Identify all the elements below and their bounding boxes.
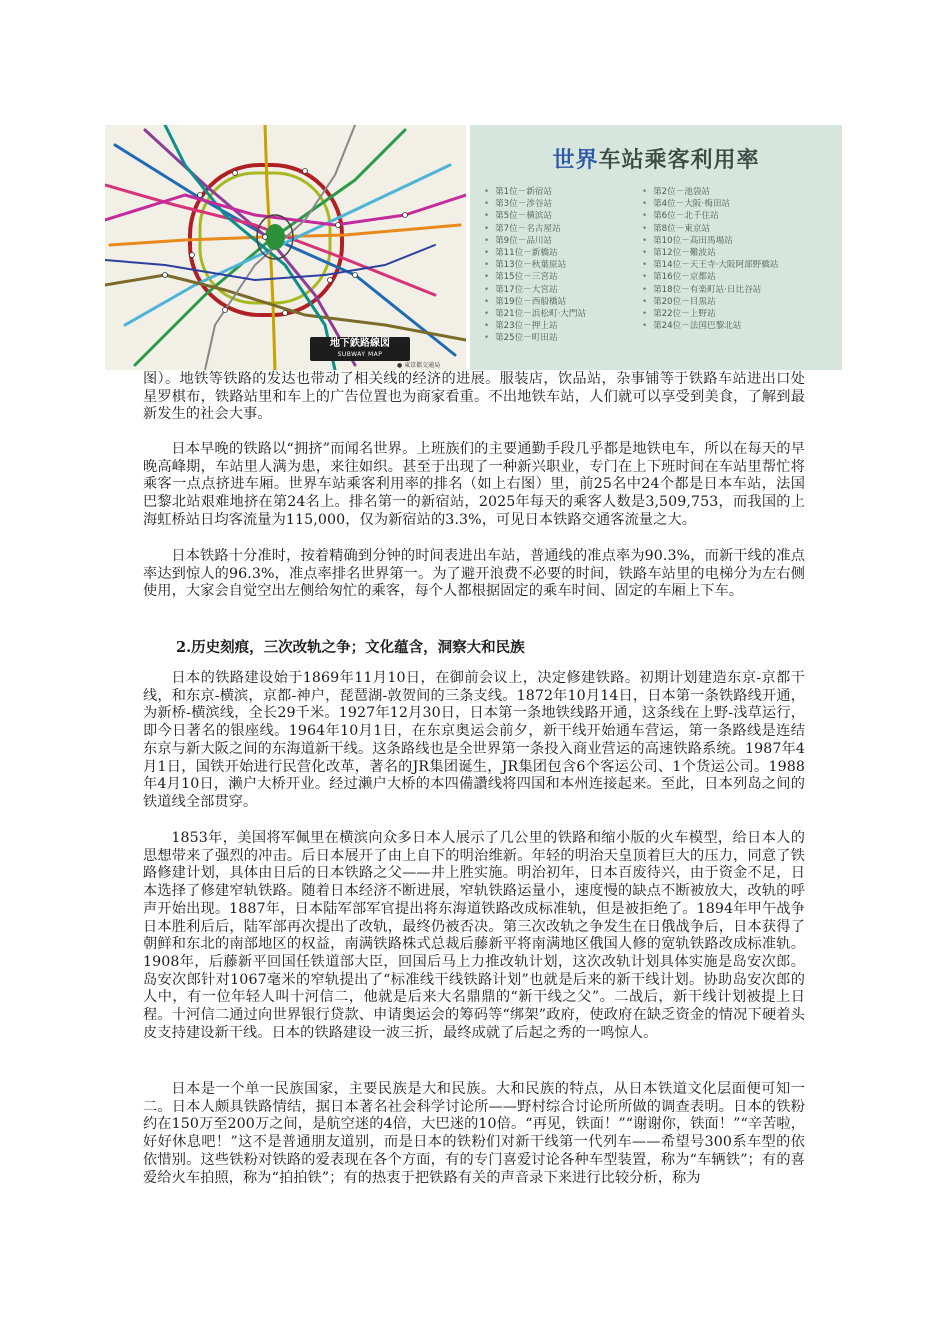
bullet-icon: • <box>484 333 490 344</box>
map-caption-jp: 地下鉄路線図 <box>330 338 390 349</box>
ranking-entry: • 第12位－難波站 <box>642 247 716 258</box>
bullet-icon: • <box>642 187 648 197</box>
bullet-icon: • <box>642 284 648 295</box>
paragraph-crowding <box>143 441 805 530</box>
bullet-icon: • <box>642 308 648 319</box>
ranking-row <box>470 234 842 246</box>
ranking-row <box>470 319 842 331</box>
ranking-entry: • 第22位－上野站 <box>642 308 716 319</box>
ranking-entry: • 第23位－押上站 <box>484 321 558 332</box>
ranking-entry: • 第24位－法国巴黎北站 <box>642 321 742 332</box>
bullet-icon: • <box>484 260 490 271</box>
bullet-icon: • <box>484 187 490 197</box>
ranking-entry: • 第14位－天王寺·大阪阿部野橋站 <box>642 260 779 271</box>
paragraph-text: 日本铁路十分准时，按着精确到分钟的时间表进出车站，普通线的准点率为90.3%，而新干线的准点率达到惊人的96.3%，准点率排名世界第一。为了避开浪费不必要的时间，铁路车站里的电梯分为左右侧使用，大家会自觉空出左侧给匆忙的乘客，每个人都根据固定的乘车时间、固定的车厢上下车。 <box>143 548 805 600</box>
ranking-row <box>470 209 842 221</box>
paragraph-punctuality <box>143 548 805 601</box>
bullet-icon: • <box>484 235 490 246</box>
ranking-row <box>470 197 842 209</box>
subway-map-image <box>105 125 466 370</box>
paragraph-history <box>143 670 805 812</box>
ranking-entry: • 第9位－品川站 <box>484 235 553 246</box>
map-credit: ● 東京都交通局 <box>397 362 441 369</box>
section-heading: 2.历史刻痕，三次改轨之争；文化蕴含，洞察大和民族 <box>176 639 525 656</box>
bullet-icon: • <box>484 308 490 319</box>
ranking-title <box>470 143 842 174</box>
bullet-icon: • <box>642 199 648 210</box>
bullet-icon: • <box>642 260 648 271</box>
paragraph-text: 图）。地铁等铁路的发达也带动了相关线的经济的进展。服装店，饮品站，杂事铺等于铁路车站进出口处星罗棋布，铁路站里和车上的广告位置也为商家看重。不出地铁车站，人们就可以享受到美食，了解到最新发生的社会大事。 <box>143 371 805 423</box>
ranking-row <box>470 283 842 295</box>
bullet-icon: • <box>642 321 648 332</box>
ranking-entry: • 第19位－西船橋站 <box>484 296 567 307</box>
ranking-entry: • 第11位－新橋站 <box>484 247 558 258</box>
ranking-entry: • 第17位－大宮站 <box>484 284 558 295</box>
paragraph-text: 日本是一个单一民族国家，主要民族是大和民族。大和民族的特点，从日本铁道文化层面便可知一二。日本人颇具铁路情结，据日本著名社会科学讨论所——野村综合讨论所所做的调查表明。日本的铁粉约在150万至200万之间，是航空迷的4倍，大巴迷的10倍。“再见，铁面！”“谢谢你，铁面！”“辛苦啦，好好休息吧！”这不是普通朋友道别，而是日本的铁粉们对新干线第一代列车——希望号300系车型的依依惜别。这些铁粉对铁路的爱表现在各个方面，有的专门喜爱讨论各种车型装置，称为“车辆铁”；有的喜爱给火车拍照，称为“拍拍铁”；有的热衷于把铁路有关的声音录下来进行比较分析，称为 <box>143 1081 805 1186</box>
ranking-entry: • 第16位－京都站 <box>642 272 716 283</box>
ranking-entry: • 第1位－新宿站 <box>484 187 553 197</box>
ranking-entry: • 第13位－秋葉原站 <box>484 260 567 271</box>
ranking-entry: • 第18位－有楽町站·日比谷站 <box>642 284 762 295</box>
ranking-entry: • 第25位－町田站 <box>484 333 558 344</box>
ranking-entry: • 第7位－名古屋站 <box>484 223 561 234</box>
paragraph-text: 日本早晚的铁路以“拥挤”而闻名世界。上班族们的主要通勤手段几乎都是地铁电车，所以在每天的早晚高峰期，车站里人满为患，来往如织。甚至于出现了一种新兴职业，专门在上下班时间在车站里帮忙将乘客一点点挤进车厢。世界车站乘客利用率的排名（如上右图）里，前25名中24个都是日本车站，法国巴黎北站艰难地挤在第24名上。排名第一的新宿站，2025年每天的乘客人数是3,509,753，而我国的上海虹桥站日均客流量为115,000，仅为新宿站的3.3%，可见日本铁路交通客流量之大。 <box>143 441 805 528</box>
ranking-entry: • 第20位－目黒站 <box>642 296 716 307</box>
ranking-row <box>470 185 842 197</box>
bullet-icon: • <box>642 247 648 258</box>
ranking-entry: • 第6位－北千住站 <box>642 211 719 222</box>
ranking-row <box>470 307 842 319</box>
ranking-entry: • 第10位－高田馬場站 <box>642 235 733 246</box>
bullet-icon: • <box>484 199 490 210</box>
ranking-row <box>470 246 842 258</box>
bullet-icon: • <box>484 296 490 307</box>
bullet-icon: • <box>484 321 490 332</box>
bullet-icon: • <box>484 247 490 258</box>
paragraph-culture <box>143 1081 805 1187</box>
ranking-title-rest: 车站乘客利用率 <box>598 148 760 173</box>
bullet-icon: • <box>642 235 648 246</box>
bullet-icon: • <box>642 272 648 283</box>
paragraph-text: 1853年，美国将军佩里在横滨向众多日本人展示了几公里的铁路和缩小版的火车模型，给日本人的思想带来了强烈的冲击。后日本展开了由上自下的明治维新。年轻的明治天皇顶着巨大的压力，同意了铁路修建计划，具体由日后的日本铁路之父——井上胜实施。明治初年，日本百废待兴，由于资金不足，日本选择了修建窄轨铁路。随着日本经济不断进展，窄轨铁路运量小，速度慢的缺点不断被放大，改轨的呼声开始出现。1887年，日本陆军部军官提出将东海道铁路改成标准轨，但是被拒绝了。1894年甲午战争日本胜利后后，陆军部再次提出了改轨，最终仍被否决。第三次改轨之争发生在日俄战争后，日本获得了朝鲜和东北的南部地区的权益，南满铁路株式总裁后藤新平将南满地区俄国人修的宽轨铁路改成标准轨。1908年，后藤新平回国任铁道部大臣，回国后马上力推改轨计划，这次改轨计划具体实施是岛安次郎。岛安次郎针对1067毫米的窄轨提出了“标准线干线铁路计划”也就是后来的新干线计划。协助岛安次郎的人中，有一位年轻人叫十河信二，他就是后来大名鼎鼎的“新干线之父”。二战后，新干线计划被提上日程。十河信二通过向世界银行贷款、申请奥运会的筹码等“绑架”政府，使政府在缺乏资金的情况下硬着头皮支持建设新干线。日本的铁路建设一波三折，最终成就了后起之秀的一鸣惊人。 <box>143 830 805 1041</box>
bullet-icon: • <box>642 223 648 234</box>
bullet-icon: • <box>642 296 648 307</box>
ranking-entry: • 第4位－大阪·梅田站 <box>642 199 731 210</box>
ranking-entry: • 第5位－横滨站 <box>484 211 553 222</box>
paragraph-gauge-dispute <box>143 830 805 1042</box>
map-caption <box>310 337 410 361</box>
ranking-entry: • 第3位－涉谷站 <box>484 199 553 210</box>
station-ranking-image <box>470 125 842 370</box>
ranking-row <box>470 222 842 234</box>
bullet-icon: • <box>642 211 648 222</box>
ranking-entry: • 第2位－池袋站 <box>642 187 711 197</box>
ranking-row <box>470 270 842 282</box>
bullet-icon: • <box>484 272 490 283</box>
ranking-row <box>470 331 842 343</box>
paragraph-text: 日本的铁路建设始于1869年11月10日，在御前会议上，决定修建铁路。初期计划建造东京-京都干线，和东京-横滨，京都-神户，琵琶湖-敦贺间的三条支线。1872年10月14日，日本第一条铁路线开通，为新桥-横滨线，全长29千米。1927年12月30日，日本第一条地铁线路开通，这条线在上野-浅草运行，即今日著名的银座线。1964年10月1日，在东京奥运会前夕，新干线开始通车营运，第一条路线是连结东京与新大阪之间的东海道新干线。这条路线也是全世界第一条投入商业营运的高速铁路系统。1987年4月1日，国铁开始进行民营化改革，著名的JR集团诞生，JR集团包含6个客运公司、1个货运公司。1988年4月10日，濑户大桥开业。经过濑户大桥的本四備讚线将四国和本州连接起来。至此，日本列岛之间的铁道线全部贯穿。 <box>143 670 805 810</box>
bullet-icon: • <box>484 211 490 222</box>
map-caption-en: SUBWAY MAP <box>337 351 383 358</box>
bullet-icon: • <box>484 284 490 295</box>
ranking-entry: • 第21位－浜松町·大門站 <box>484 308 587 319</box>
ranking-list <box>470 185 842 343</box>
paragraph-economy <box>143 371 805 424</box>
ranking-entry: • 第15位－三宮站 <box>484 272 558 283</box>
header-figure <box>105 125 842 370</box>
bullet-icon: • <box>484 223 490 234</box>
ranking-row <box>470 258 842 270</box>
ranking-title-highlight: 世界 <box>552 148 599 173</box>
subway-map-drawing <box>105 125 466 370</box>
ranking-entry: • 第8位－東京站 <box>642 223 711 234</box>
ranking-row <box>470 295 842 307</box>
